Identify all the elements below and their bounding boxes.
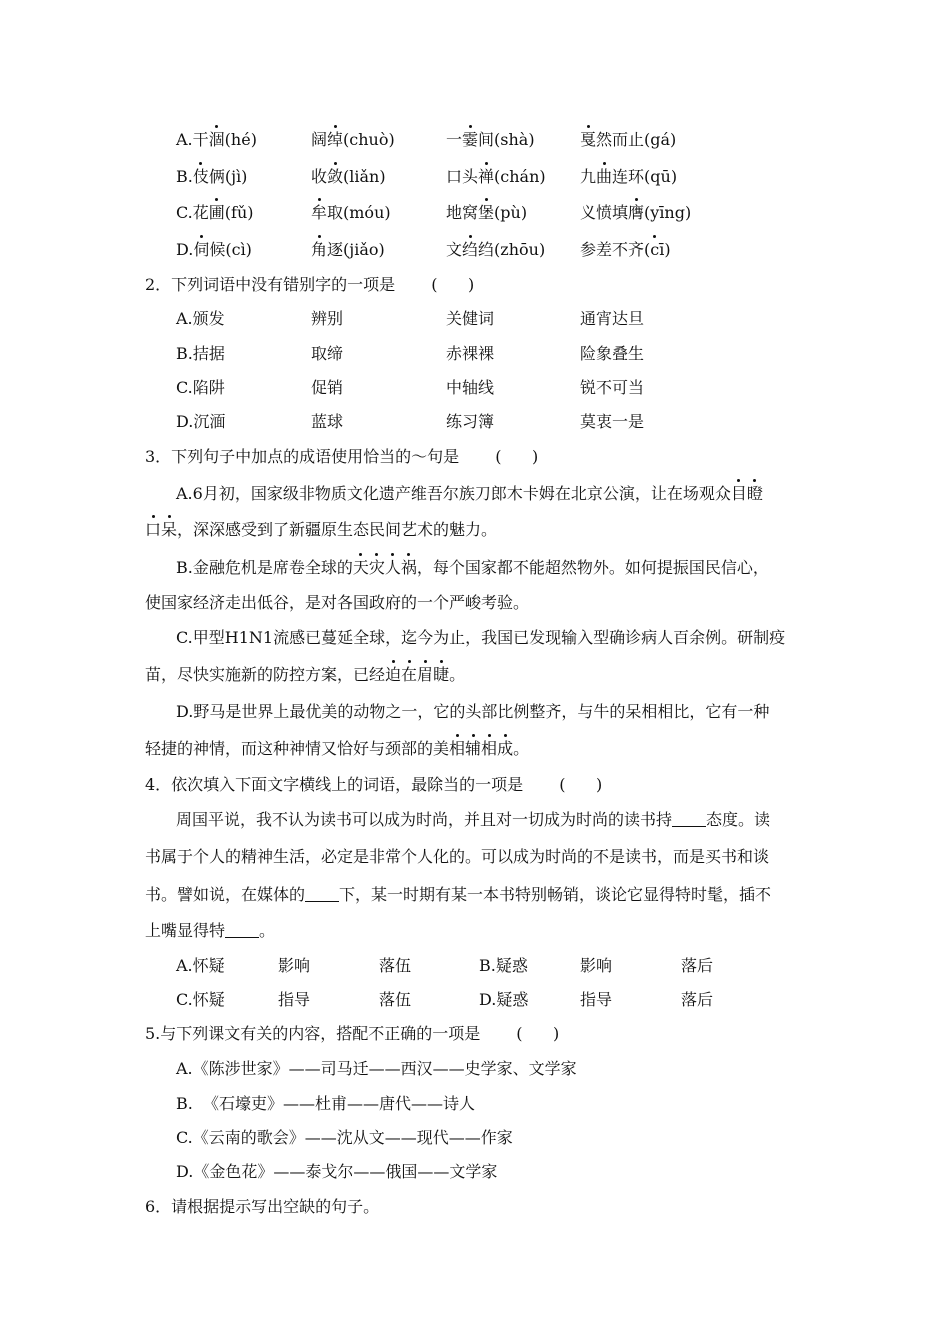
- q3-option-c-line-1: C.甲型H1N1流感已蔓延全球，迄今为止，我国已发现输入型确诊病人百余例。研制疫: [176, 628, 786, 647]
- q5-option-c: C.《云南的歌会》——沈从文——现代——作家: [176, 1128, 513, 1147]
- q4-d-word-1: D.疑惑: [479, 990, 529, 1009]
- emphasis-dot: 相: [481, 739, 498, 758]
- q2-stem: 2．下列词语中没有错别字的一项是 ( ): [145, 275, 475, 294]
- q1-b-item-4: 九曲连环(qū): [580, 167, 678, 186]
- q1-c-item-2: 牟取(móu): [311, 203, 391, 222]
- emphasis-dot: 伺: [193, 240, 210, 259]
- q1-d-item-4: 参差不齐(cī): [580, 240, 671, 259]
- q4-passage-line-1: 周国平说，我不认为读书可以成为时尚，并且对一切成为时尚的读书持 态度。读: [176, 810, 771, 829]
- q2-b-item-3: 赤裸裸: [446, 344, 495, 363]
- q5-option-d: D.《金色花》——泰戈尔——俄国——文学家: [176, 1162, 498, 1181]
- q3-option-a-line-1: A.6月初，国家级非物质文化遗产维吾尔族刀郎木卡姆在北京公演，让在场观众目瞪: [176, 484, 763, 503]
- emphasis-dot: 曲: [596, 167, 613, 186]
- emphasis-dot: 在: [401, 665, 418, 684]
- emphasis-dot: 圃: [208, 203, 225, 222]
- q1-d-item-2: 角逐(jiǎo): [311, 240, 385, 259]
- q3-stem: 3．下列句子中加点的成语使用恰当的～句是 ( ): [145, 447, 539, 466]
- q1-d-item-1: D.伺候(cì): [176, 240, 252, 259]
- q3-option-d-line-1: D.野马是世界上最优美的动物之一，它的头部比例整齐，与牛的呆相相比，它有一种: [176, 702, 770, 721]
- emphasis-dot: 迫: [385, 665, 402, 684]
- q4-d-word-3: 落后: [681, 990, 714, 1009]
- q3-option-d-line-2: 轻捷的神情，而这种神情又恰好与颈部的美相辅相成。: [145, 739, 530, 758]
- q5-option-b: B. 《石壕吏》——杜甫——唐代——诗人: [176, 1094, 476, 1113]
- emphasis-dot: 伎: [192, 167, 209, 186]
- q2-d-item-3: 练习簿: [446, 412, 495, 431]
- q4-stem: 4．依次填入下面文字横线上的词语，最除当的一项是 ( ): [145, 775, 603, 794]
- emphasis-dot: 目: [730, 484, 747, 503]
- q1-b-item-3: 口头禅(chán): [446, 167, 546, 186]
- emphasis-dot: 膺: [628, 203, 645, 222]
- q1-c-item-4: 义愤填膺(yīng): [580, 203, 692, 222]
- emphasis-dot: 祸: [400, 558, 417, 577]
- q4-c-word-3: 落伍: [379, 990, 412, 1009]
- q1-a-item-3: 一霎间(shà): [446, 130, 535, 149]
- q2-c-item-3: 中轴线: [446, 378, 495, 397]
- q4-passage-line-4: 上嘴显得特 。: [145, 921, 276, 940]
- q2-b-item-1: B.拮据: [176, 344, 225, 363]
- q4-d-word-2: 指导: [580, 990, 613, 1009]
- q2-d-item-4: 莫衷一是: [580, 412, 645, 431]
- emphasis-dot: 涸: [208, 130, 225, 149]
- q3-option-b-line-2: 使国家经济走出低谷，是对各国政府的一个严峻考验。: [145, 593, 530, 612]
- emphasis-dot: 牟: [311, 203, 328, 222]
- q1-c-item-1: C.花圃(fǔ): [176, 203, 254, 222]
- emphasis-dot: 瞪: [746, 484, 763, 503]
- q5-option-a: A.《陈涉世家》——司马迁——西汉——史学家、文学家: [176, 1059, 577, 1078]
- q2-a-item-2: 辨别: [311, 309, 344, 328]
- emphasis-dot: 绰: [327, 130, 344, 149]
- q2-c-item-1: C.陷阱: [176, 378, 225, 397]
- q2-a-item-4: 通宵达旦: [580, 309, 645, 328]
- q1-b-item-1: B.伎俩(jì): [176, 167, 248, 186]
- emphasis-dot: 相: [449, 739, 466, 758]
- q5-stem: 5.与下列课文有关的内容，搭配不正确的一项是 ( ): [145, 1024, 560, 1043]
- emphasis-dot: 堡: [478, 203, 495, 222]
- q1-a-item-1: A.干涸(hé): [176, 130, 257, 149]
- q3-option-c-line-2: 苗，尽快实施新的防控方案，已经迫在眉睫。: [145, 665, 466, 684]
- q3-option-b-line-1: B.金融危机是席卷全球的天灾人祸，每个国家都不能超然物外。如何提振国民信心，: [176, 558, 769, 577]
- emphasis-dotted-idiom: [145, 520, 177, 539]
- emphasis-dot: c: [650, 240, 660, 259]
- q4-b-word-1: B.疑惑: [479, 956, 528, 975]
- emphasis-dot: 眉: [417, 665, 434, 684]
- emphasis-dot: 辅: [465, 739, 482, 758]
- fill-blank-2[interactable]: [305, 885, 339, 902]
- q4-c-word-2: 指导: [278, 990, 311, 1009]
- q1-b-item-2: 收敛(liǎn): [311, 167, 386, 186]
- q4-b-word-2: 影响: [580, 956, 613, 975]
- emphasis-dot: 禅: [478, 167, 495, 186]
- emphasis-dotted-idiom: [385, 665, 449, 684]
- fill-blank-3[interactable]: [225, 921, 259, 938]
- emphasis-dot: 角: [311, 240, 328, 259]
- q2-d-item-2: 蓝球: [311, 412, 344, 431]
- q4-c-word-1: C.怀疑: [176, 990, 225, 1009]
- emphasis-dotted-idiom: [449, 739, 513, 758]
- emphasis-dot: 睫: [433, 665, 450, 684]
- q1-a-item-2: 阔绰(chuò): [311, 130, 395, 149]
- emphasis-dot: 人: [384, 558, 401, 577]
- q2-c-item-4: 锐不可当: [580, 378, 645, 397]
- q4-a-word-3: 落伍: [379, 956, 412, 975]
- q4-a-word-1: A.怀疑: [176, 956, 225, 975]
- emphasis-dot: 呆: [161, 520, 178, 539]
- q2-b-item-4: 险象叠生: [580, 344, 645, 363]
- q6-stem: 6．请根据提示写出空缺的句子。: [145, 1197, 380, 1216]
- emphasis-dot: 成: [497, 739, 514, 758]
- q2-d-item-1: D.沉湎: [176, 412, 226, 431]
- q2-c-item-2: 促销: [311, 378, 344, 397]
- emphasis-dot: 绉: [462, 240, 479, 259]
- emphasis-dot: 口: [145, 520, 162, 539]
- q4-passage-line-2: 书属于个人的精神生活，必定是非常个人化的。可以成为时尚的不是读书，而是买书和谈: [145, 847, 770, 866]
- q4-b-word-3: 落后: [681, 956, 714, 975]
- q1-c-item-3: 地窝堡(pù): [446, 203, 528, 222]
- emphasis-dot: 敛: [327, 167, 344, 186]
- emphasis-dotted-idiom: [731, 484, 763, 503]
- emphasis-dotted-idiom: [353, 558, 417, 577]
- q4-passage-line-3: 书。譬如说，在媒体的 下，某一时期有某一本书特别畅销，谈论它显得特时髦，插不: [145, 885, 772, 904]
- emphasis-dot: 戛: [580, 130, 597, 149]
- q2-a-item-1: A.颁发: [176, 309, 225, 328]
- q2-a-item-3: 关健词: [446, 309, 495, 328]
- q2-b-item-2: 取缔: [311, 344, 344, 363]
- emphasis-dot: 霎: [462, 130, 479, 149]
- q4-a-word-2: 影响: [278, 956, 311, 975]
- q1-a-item-4: 戛然而止(gá): [580, 130, 677, 149]
- emphasis-dot: 灾: [368, 558, 385, 577]
- emphasis-dot: 天: [352, 558, 369, 577]
- fill-blank-1[interactable]: [672, 810, 706, 827]
- q3-option-a-line-2: 口呆，深深感受到了新疆原生态民间艺术的魅力。: [145, 520, 498, 539]
- q1-d-item-3: 文绉绉(zhōu): [446, 240, 546, 259]
